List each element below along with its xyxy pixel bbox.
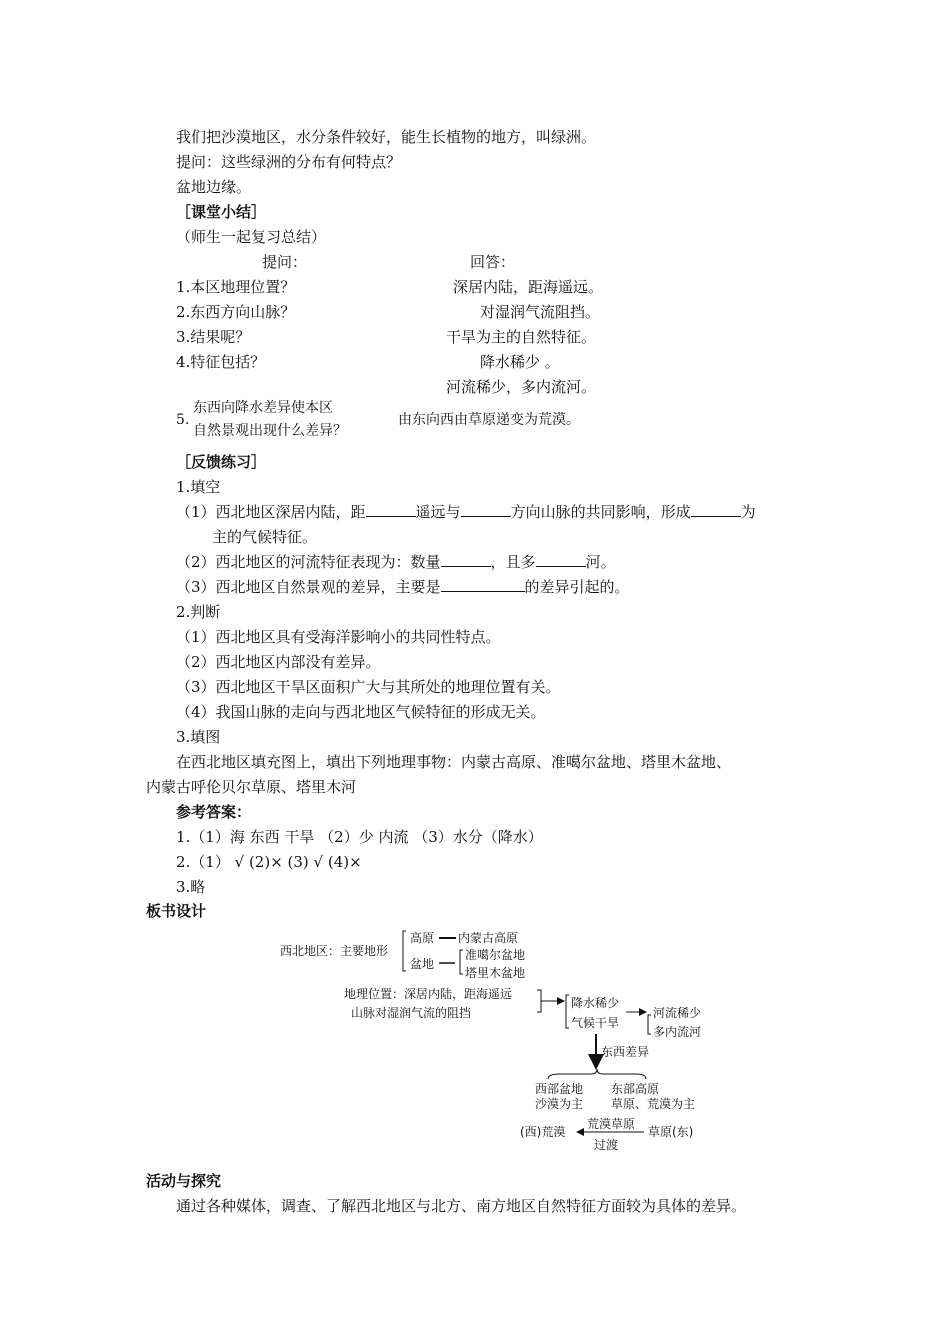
board-location: 地理位置：深居内陆，距海遥远 xyxy=(344,987,513,1001)
fill-q3-part-b: 的差异引起的。 xyxy=(524,578,630,596)
summary-note: （师生一起复习总结） xyxy=(176,228,327,246)
board-east-end: 草原(东) xyxy=(648,1125,694,1139)
summary-question-4: 4.特征包括？ xyxy=(176,353,266,371)
activity-text: 通过各种媒体，调查、了解西北地区与北方、南方地区自然特征方面较为具体的差异。 xyxy=(176,1197,747,1215)
map-title: 3.填图 xyxy=(176,728,221,746)
board-heading: 板书设计 xyxy=(146,902,207,920)
answer-header: 回答： xyxy=(470,253,516,271)
board-middle-bottom: 过渡 xyxy=(594,1138,619,1152)
summary-q5-line2: 自然景观出现什么差异？ xyxy=(193,423,347,439)
oasis-answer: 盆地边缘。 xyxy=(176,178,252,196)
oasis-definition: 我们把沙漠地区，水分条件较好，能生长植物的地方，叫绿洲。 xyxy=(176,128,597,146)
fill-q1-part-c: 方向山脉的共同影响，形成 xyxy=(510,503,691,521)
summary-q5-answer: 由东向西由草原递变为荒漠。 xyxy=(398,412,580,428)
summary-question-2: 2.东西方向山脉？ xyxy=(176,303,296,321)
judge-item-3: （3）西北地区干旱区面积广大与其所处的地理位置有关。 xyxy=(176,678,561,696)
board-basin-item-1: 准噶尔盆地 xyxy=(465,948,526,962)
question-header: 提问： xyxy=(262,253,308,271)
fill-q2-part-b: ，且多 xyxy=(490,553,536,571)
fill-q3-part-a: （3）西北地区自然景观的差异，主要是 xyxy=(176,578,441,596)
summary-question-1: 1.本区地理位置？ xyxy=(176,278,296,296)
map-text-line1: 在西北地区填充图上，填出下列地理事物：内蒙古高原、准噶尔盆地、塔里木盆地、 xyxy=(176,753,732,771)
summary-q5-number: 5. xyxy=(176,412,190,428)
summary-answer-4b: 河流稀少，多内流河。 xyxy=(446,378,597,396)
fill-q1-part-b: 遥远与 xyxy=(415,503,461,521)
board-west-end: (西)荒漠 xyxy=(520,1125,566,1139)
fill-q1-part-a: （1）西北地区深居内陆，距 xyxy=(176,503,366,521)
summary-answer-1: 深居内陆，距海遥远。 xyxy=(453,278,604,296)
board-west-2: 沙漠为主 xyxy=(535,1097,584,1111)
board-ew-diff: 东西差异 xyxy=(601,1045,650,1059)
ew-brace xyxy=(548,1069,646,1079)
board-east-2: 草原、荒漠为主 xyxy=(611,1097,696,1111)
board-west-1: 西部盆地 xyxy=(535,1082,584,1096)
board-plateau-label: 高原 xyxy=(410,931,435,945)
board-climate: 气候干旱 xyxy=(571,1016,620,1030)
summary-question-3: 3.结果呢？ xyxy=(176,328,251,346)
map-text-line2: 内蒙古呼伦贝尔草原、塔里木河 xyxy=(146,778,357,796)
cause-bracket xyxy=(537,990,541,1012)
terrain-bracket xyxy=(403,931,406,971)
answer-1: 1.（1）海 东西 干旱 （2）少 内流 （3）水分（降水） xyxy=(176,828,543,846)
board-basin-item-2: 塔里木盆地 xyxy=(465,966,526,980)
judge-item-2: （2）西北地区内部没有差异。 xyxy=(176,653,381,671)
board-river-2: 多内流河 xyxy=(653,1025,702,1039)
fill-q1-part-d: 为 xyxy=(740,503,756,521)
summary-answer-3: 干旱为主的自然特征。 xyxy=(446,328,597,346)
fill-title: 1.填空 xyxy=(176,478,221,496)
effect-bracket xyxy=(566,995,569,1028)
fill-question-1-continuation: 主的气候特征。 xyxy=(212,528,318,546)
summary-heading: ［课堂小结］ xyxy=(176,203,267,221)
practice-heading: ［反馈练习］ xyxy=(176,453,267,471)
activity-heading: 活动与探究 xyxy=(146,1172,222,1190)
fill-q2-part-c: 河。 xyxy=(585,553,616,571)
judge-item-4: （4）我国山脉的走向与西北地区气候特征的形成无关。 xyxy=(176,703,546,721)
summary-answer-4: 降水稀少 。 xyxy=(480,353,560,371)
judge-title: 2.判断 xyxy=(176,603,221,621)
fill-q2-part-a: （2）西北地区的河流特征表现为：数量 xyxy=(176,553,441,571)
board-mountain: 山脉对湿润气流的阻挡 xyxy=(351,1006,472,1020)
board-basin-label: 盆地 xyxy=(410,957,435,971)
board-plateau-item: 内蒙古高原 xyxy=(458,931,519,945)
board-middle-top: 荒漠草原 xyxy=(587,1117,636,1131)
river-bracket xyxy=(648,1015,651,1034)
board-river-1: 河流稀少 xyxy=(653,1006,702,1020)
board-precip: 降水稀少 xyxy=(571,996,620,1010)
answer-2: 2.（1） √ (2)× (3) √ (4)× xyxy=(176,853,362,871)
answer-3: 3.略 xyxy=(176,878,206,896)
board-east-1: 东部高原 xyxy=(611,1082,660,1096)
summary-q5-line1: 东西向降水差异使本区 xyxy=(193,400,333,416)
basin-bracket xyxy=(460,950,463,974)
oasis-question: 提问：这些绿洲的分布有何特点？ xyxy=(176,153,402,171)
board-region-label: 西北地区：主要地形 xyxy=(280,944,389,958)
judge-item-1: （1）西北地区具有受海洋影响小的共同性特点。 xyxy=(176,628,501,646)
answers-heading: 参考答案： xyxy=(176,803,252,821)
summary-answer-2: 对湿润气流阻挡。 xyxy=(480,303,601,321)
